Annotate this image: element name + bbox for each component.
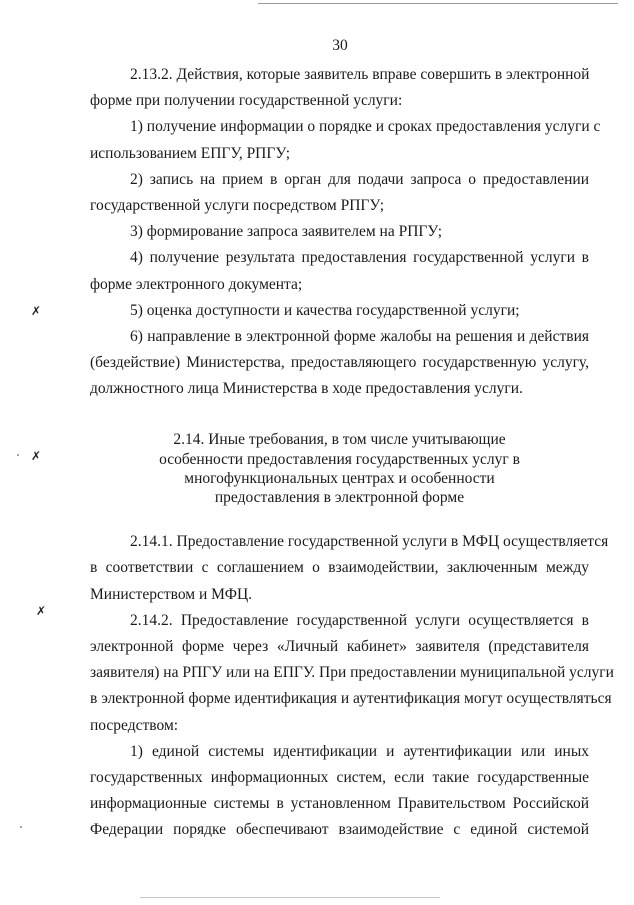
- list-item-line: должностного лица Министерства в ходе предоставления услуги.: [90, 380, 523, 398]
- list-item-line: государственной услуги посредством РПГУ;: [90, 196, 385, 214]
- section-2-13-2: [90, 62, 601, 402]
- paragraph-line: в соответствии с соглашением о взаимодействии, заключенным между: [90, 559, 589, 577]
- scan-artifact-dot: [20, 826, 22, 828]
- heading-line: особенности предоставления государственных услуг в: [159, 450, 520, 468]
- scan-top-edge: [258, 3, 618, 4]
- scan-artifact-mark: ✗: [36, 604, 47, 618]
- list-item-line: 3) формирование запроса заявителем на РПГУ;: [130, 223, 443, 241]
- list-item-line: использованием ЕПГУ, РПГУ;: [90, 144, 291, 162]
- list-item-line: форме электронного документа;: [90, 275, 303, 293]
- list-item-line: 2) запись на прием в орган для подачи запроса о предоставлении: [130, 170, 589, 188]
- list-item-line: 1) единой системы идентификации и аутентификации или иных: [130, 742, 589, 760]
- paragraph-line: заявителя) на РПГУ или на ЕПГУ. При предоставлении муниципальной услуги: [90, 664, 614, 682]
- scan-artifact-mark: ✗: [31, 304, 42, 318]
- paragraph-line: 2.13.2. Действия, которые заявитель вправе совершить в электронной: [130, 66, 590, 83]
- paragraph-line: посредством:: [90, 716, 179, 734]
- document-body: [90, 62, 614, 843]
- paragraph-line: 2.14.1. Предоставление государственной услуги в МФЦ осуществляется: [130, 533, 609, 551]
- paragraph-line: 2.14.2. Предоставление государственной услуги осуществляется в: [130, 611, 589, 629]
- scan-artifact-mark: ✗: [31, 449, 42, 463]
- heading-line: 2.14. Иные требования, в том числе учитывающие: [173, 431, 506, 449]
- list-item-line: 6) направление в электронной форме жалобы на решения и действия: [130, 327, 589, 345]
- scan-bottom-edge: [140, 897, 440, 898]
- section-2-14: [90, 529, 614, 843]
- paragraph-line: форме при получении государственной услуги:: [90, 92, 403, 110]
- list-item-line: 1) получение информации о порядке и сроках предоставления услуги с: [130, 118, 601, 136]
- section-heading-2-14: [90, 430, 589, 507]
- list-item-line: информационные системы в установленном Правительством Российской: [90, 795, 589, 813]
- paragraph-line: Министерством и МФЦ.: [90, 585, 253, 603]
- list-item-line: 5) оценка доступности и качества государственной услуги;: [130, 301, 520, 319]
- page-number: 30: [332, 37, 348, 54]
- paragraph-line: в электронной форме идентификация и аутентификация могут осуществляться: [90, 690, 612, 708]
- list-item-line: (бездействие) Министерства, предоставляющего государственную услугу,: [90, 354, 589, 372]
- list-item-line: Федерации порядке обеспечивают взаимодействие с единой системой: [90, 821, 589, 839]
- heading-line: многофункциональных центрах и особенности: [184, 469, 495, 487]
- list-item-line: государственных информационных систем, если такие государственные: [90, 768, 589, 786]
- list-item-line: 4) получение результата предоставления государственной услуги в: [130, 249, 589, 267]
- scan-artifact-dot: [17, 454, 19, 456]
- heading-line: предоставления в электронной форме: [214, 489, 465, 506]
- paragraph-line: электронной форме через «Личный кабинет» заявителя (представителя: [90, 637, 589, 655]
